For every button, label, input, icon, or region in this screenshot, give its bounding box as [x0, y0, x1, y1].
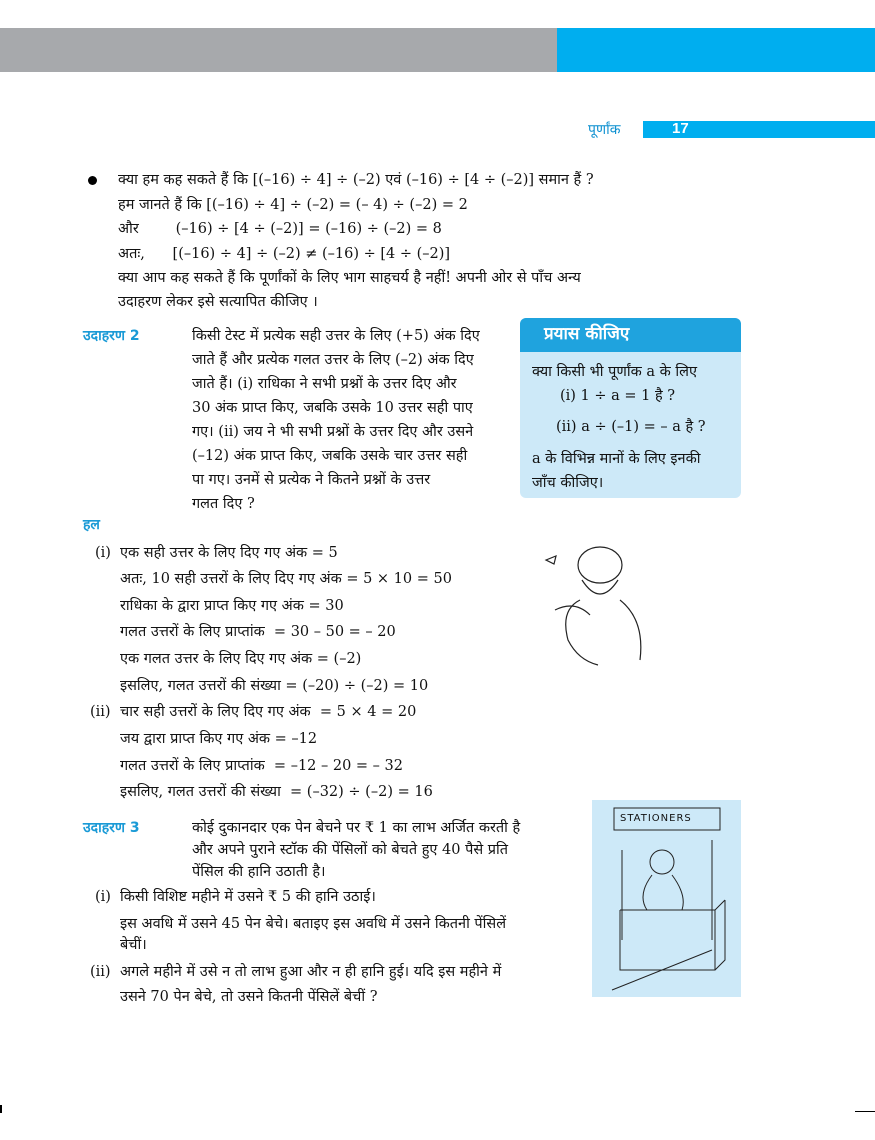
- text-line: 30 अंक प्राप्त किए, जबकि उसके 10 उत्तर सही पाए: [192, 400, 473, 416]
- boy-pointing-illustration: [540, 540, 660, 670]
- text-line: कोई दुकानदार एक पेन बेचने पर ₹ 1 का लाभ अर्जित करती है: [192, 820, 521, 836]
- bullet-line: अतः, [(–16) ÷ 4] ÷ (–2) ≠ (–16) ÷ [4 ÷ (–2)]: [118, 246, 451, 262]
- part-marker: (i): [95, 545, 111, 561]
- example-2-label: उदाहरण 2: [83, 328, 140, 344]
- bullet-icon: [88, 176, 97, 185]
- solution-line: इसलिए, गलत उत्तरों की संख्या = (–32) ÷ (–2) = 16: [120, 784, 433, 800]
- box-line: a के विभिन्न मानों के लिए इनकी: [532, 451, 701, 467]
- crop-mark: [855, 1111, 875, 1112]
- part-marker: (ii): [90, 704, 111, 720]
- solution-line: गलत उत्तरों के लिए प्राप्तांक = –12 – 20 = – 32: [120, 758, 403, 774]
- chapter-title: पूर्णांक: [588, 122, 621, 138]
- text-line: इस अवधि में उसने 45 पेन बेचे। बताइए इस अवधि में उसने कितनी पेंसिलें: [120, 916, 507, 932]
- try-these-box: [520, 318, 741, 498]
- bullet-line: क्या हम कह सकते हैं कि [(–16) ÷ 4] ÷ (–2) एवं (–16) ÷ [4 ÷ (–2)] समान हैं ?: [118, 172, 594, 188]
- text-line: उसने 70 पेन बेचे, तो उसने कितनी पेंसिलें बेचीं ?: [120, 989, 378, 1005]
- bullet-line: हम जानते हैं कि [(–16) ÷ 4] ÷ (–2) = (– 4) ÷ (–2) = 2: [118, 197, 468, 213]
- box-line: जाँच कीजिए।: [532, 475, 604, 491]
- solution-line: इसलिए, गलत उत्तरों की संख्या = (–20) ÷ (–2) = 10: [120, 678, 429, 694]
- solution-line: अतः, 10 सही उत्तरों के लिए दिए गए अंक = 5 × 10 = 50: [120, 571, 452, 587]
- box-line: (ii) a ÷ (–1) = – a है ?: [556, 419, 706, 435]
- text-line: जाते हैं और प्रत्येक गलत उत्तर के लिए (–2) अंक दिए: [192, 352, 474, 368]
- stationery-shop-illustration: [592, 800, 741, 997]
- text-line: गए। (ii) जय ने भी सभी प्रश्नों के उत्तर दिए और उसने: [192, 424, 474, 440]
- text-line: गलत दिए ?: [192, 496, 255, 512]
- bullet-line: क्या आप कह सकते हैं कि पूर्णांकों के लिए भाग साहचर्य है नहीं! अपनी ओर से पाँच अन्य: [118, 270, 581, 286]
- text-line: जाते हैं। (i) राधिका ने सभी प्रश्नों के उत्तर दिए और: [192, 376, 457, 392]
- header-band-blue: [557, 28, 875, 72]
- solution-line: एक गलत उत्तर के लिए दिए गए अंक = (–2): [120, 651, 362, 667]
- text-line: पा गए। उनमें से प्रत्येक ने कितने प्रश्नों के उत्तर: [192, 472, 431, 488]
- solution-label: हल: [83, 517, 100, 533]
- solution-line: जय द्वारा प्राप्त किए गए अंक = –12: [120, 731, 318, 747]
- page-number: 17: [672, 120, 689, 137]
- crop-mark: [0, 1105, 2, 1113]
- text-line: और अपने पुराने स्टॉक की पेंसिलों को बेचते हुए 40 पैसे प्रति: [192, 842, 509, 858]
- text-line: अगले महीने में उसे न तो लाभ हुआ और न ही हानि हुई। यदि इस महीने में: [120, 964, 502, 980]
- text-line: किसी टेस्ट में प्रत्येक सही उत्तर के लिए (+5) अंक दिए: [192, 328, 480, 344]
- text-line: बेचीं।: [120, 937, 147, 953]
- text-line: पेंसिल की हानि उठाती है।: [192, 864, 326, 880]
- solution-line: चार सही उत्तरों के लिए दिए गए अंक = 5 × 4 = 20: [120, 704, 417, 720]
- header-band-gray: [0, 28, 557, 72]
- stationers-sign: STATIONERS: [620, 813, 692, 824]
- box-line: क्या किसी भी पूर्णांक a के लिए: [532, 364, 697, 380]
- example-3-label: उदाहरण 3: [83, 820, 140, 836]
- text-line: किसी विशिष्ट महीने में उसने ₹ 5 की हानि उठाई।: [120, 889, 376, 905]
- solution-line: गलत उत्तरों के लिए प्राप्तांक = 30 – 50 = – 20: [120, 624, 396, 640]
- bullet-line: उदाहरण लेकर इसे सत्यापित कीजिए ।: [118, 294, 318, 310]
- try-these-title: प्रयास कीजिए: [520, 318, 741, 352]
- solution-line: राधिका के द्वारा प्राप्त किए गए अंक = 30: [120, 598, 344, 614]
- bullet-line: और (–16) ÷ [4 ÷ (–2)] = (–16) ÷ (–2) = 8: [118, 221, 442, 237]
- text-line: (–12) अंक प्राप्त किए, जबकि उसके चार उत्तर सही: [192, 448, 468, 464]
- question-marker: (ii): [90, 964, 111, 980]
- question-marker: (i): [95, 889, 111, 905]
- box-line: (i) 1 ÷ a = 1 है ?: [560, 388, 676, 404]
- solution-line: एक सही उत्तर के लिए दिए गए अंक = 5: [120, 545, 338, 561]
